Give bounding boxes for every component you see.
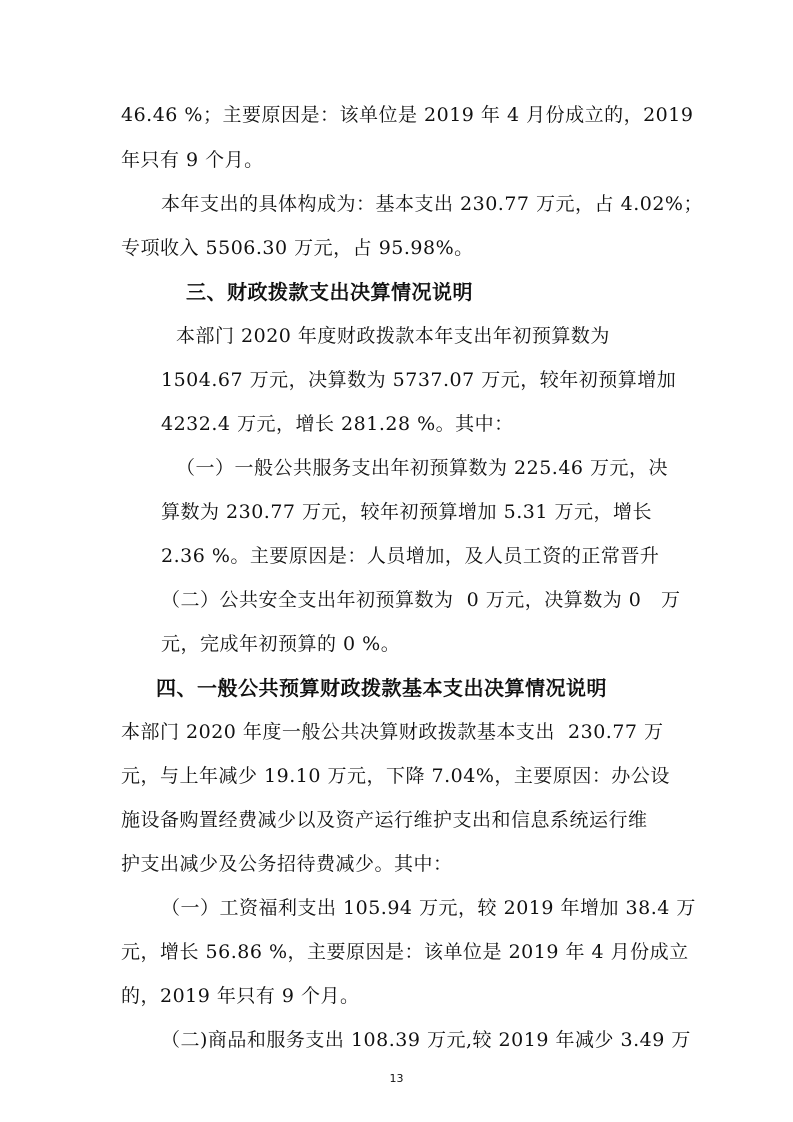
text-line-18: 护支出减少及公务招待费减少。其中：	[121, 853, 453, 875]
text-line-8: 4232.4 万元，增长 281.28 %。其中：	[161, 413, 514, 435]
text-line-10: 算数为 230.77 万元，较年初预算增加 5.31 万元，增长	[161, 501, 652, 523]
text-line-16: 元，与上年减少 19.10 万元，下降 7.04%，主要原因：办公设	[121, 765, 670, 787]
text-line-21: 的，2019 年只有 9 个月。	[121, 985, 360, 1007]
text-line-17: 施设备购置经费减少以及资产运行维护支出和信息系统运行维	[121, 809, 648, 831]
text-line-11: 2.36 %。主要原因是：人员增加，及人员工资的正常晋升	[161, 545, 660, 567]
text-line-12: （二）公共安全支出年初预算数为 0 万元，决算数为 0 万	[161, 589, 681, 611]
text-line-7: 1504.67 万元，决算数为 5737.07 万元，较年初预算增加	[161, 369, 677, 391]
text-line-20: 元，增长 56.86 %，主要原因是：该单位是 2019 年 4 月份成立	[121, 941, 689, 963]
text-line-15: 本部门 2020 年度一般公共决算财政拨款基本支出 230.77 万	[121, 721, 664, 743]
text-line-9: （一）一般公共服务支出年初预算数为 225.46 万元，决	[176, 457, 669, 479]
text-line-19: （一）工资福利支出 105.94 万元，较 2019 年增加 38.4 万	[161, 897, 696, 919]
text-line-1: 46.46 %；主要原因是：该单位是 2019 年 4 月份成立的，2019	[121, 104, 694, 126]
page-number: 13	[389, 1072, 404, 1085]
section-heading-3: 三、财政拨款支出决算情况说明	[186, 280, 473, 304]
text-line-6: 本部门 2020 年度财政拨款本年支出年初预算数为	[176, 325, 610, 347]
text-line-13: 元，完成年初预算的 0 %。	[161, 633, 401, 655]
text-line-2: 年只有 9 个月。	[121, 149, 264, 171]
text-line-3: 本年支出的具体构成为：基本支出 230.77 万元，占 4.02%；	[161, 193, 703, 215]
section-heading-4: 四、一般公共预算财政拨款基本支出决算情况说明	[156, 676, 607, 700]
text-line-22: （二)商品和服务支出 108.39 万元,较 2019 年减少 3.49 万	[161, 1029, 691, 1051]
text-line-4: 专项收入 5506.30 万元，占 95.98%。	[121, 237, 474, 259]
